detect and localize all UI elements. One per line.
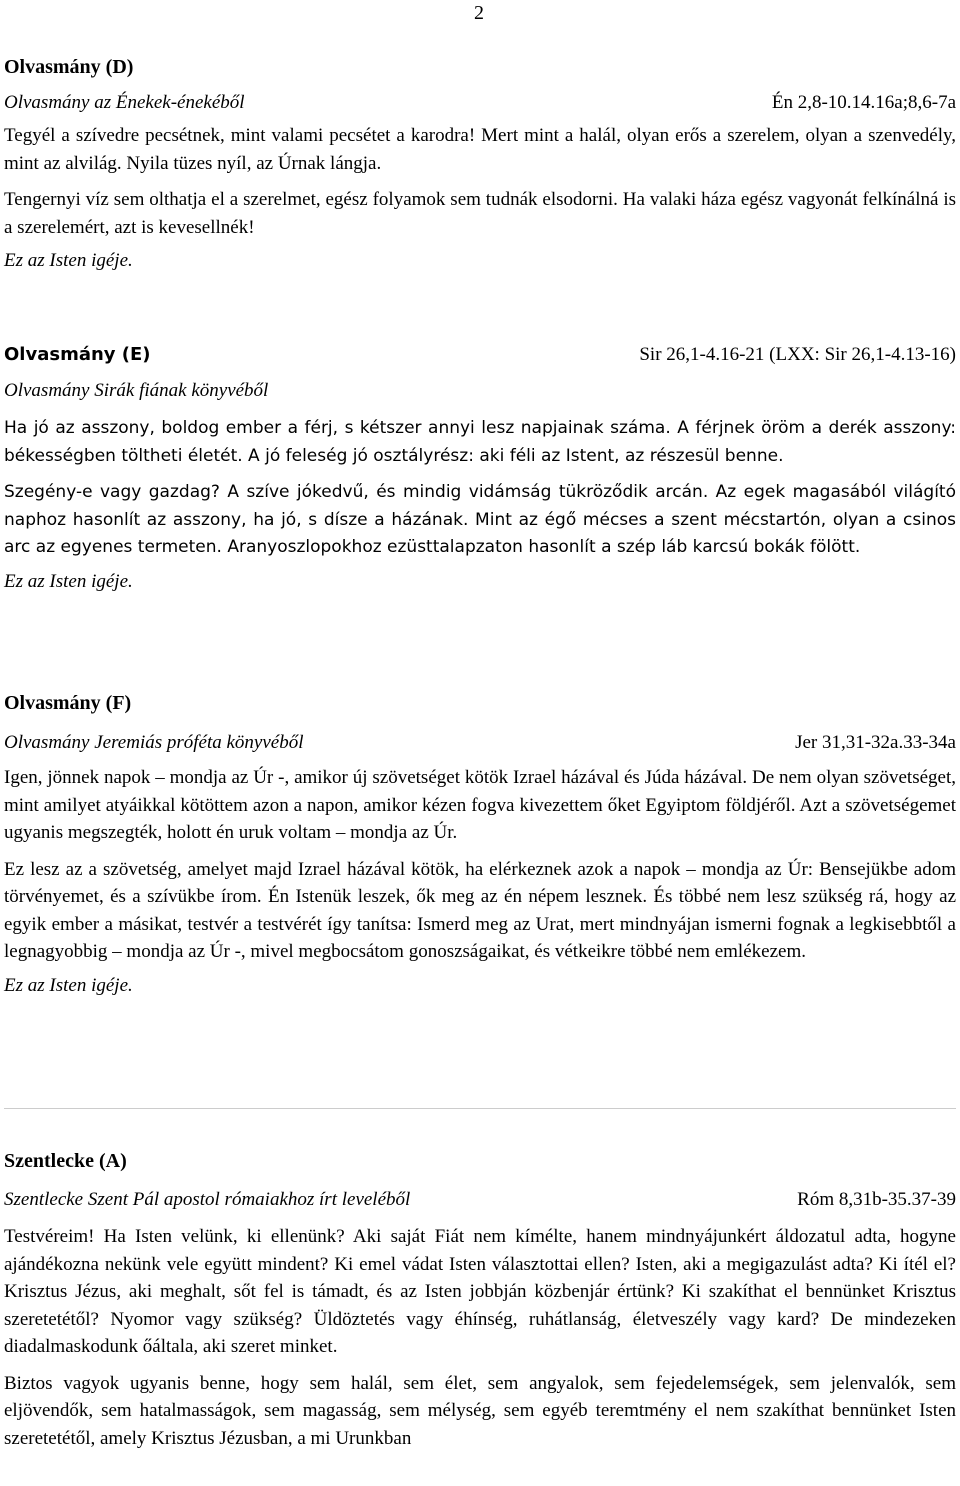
paragraph: Tegyél a szívedre pecsétnek, mint valami pecsétet a karodra! Mert mint a halál, olyan erős a szerelem, olyan a szenvedély, mint az alvilág. Nyila tüzes nyíl, az Úrnak lángja.: [4, 125, 956, 174]
scripture-reference: Sir 26,1-4.16-21 (LXX: Sir 26,1-4.13-16): [639, 344, 956, 365]
scripture-reference: Róm 8,31b-35.37-39: [797, 1189, 956, 1210]
section-subtitle: Szentlecke Szent Pál apostol rómaiakhoz írt leveléből: [4, 1189, 411, 1210]
subtitle-row: [4, 1187, 956, 1213]
closing-formula: Ez az Isten igéje.: [4, 570, 133, 592]
page-number: 2: [474, 2, 484, 24]
subtitle-row: [4, 90, 956, 116]
paragraph: Testvéreim! Ha Isten velünk, ki ellenünk? Aki saját Fiát nem kímélte, hanem mindnyájunkért áldozatul adta, hogyne ajándékozna nekünk vele együtt mindent? Ki emel vádat Isten választottai ellen? Isten, aki a megigazulást adta? Ki ítél el? Krisztus Jézus, aki meghalt, sőt fel is támadt, és az Isten jobbján közbenjár értünk? Ki szakíthat el bennünket Krisztus szeretetétől? Nyomor vagy szükség? Üldöztetés vagy éhínség, ruhátlanság, életveszély vagy kard? De mindezeken diadalmaskodunk őáltala, aki szeret minket.: [4, 1226, 956, 1357]
paragraph: Szegény-e vagy gazdag? A szíve jókedvű, és mindig vidámság tükröződik arcán. Az egek magasából világító naphoz hasonlít az asszony, ha jó, s dísze a házának. Mint az égő mécses a szent mécstartón, olyan a csinos arc az egyenes termeten. Aranyoszlopokhoz ezüsttalapzaton hasonlít a szép láb karcsú bokák fölött.: [4, 482, 956, 557]
paragraph: Ha jó az asszony, boldog ember a férj, s kétszer annyi lesz napjainak száma. A férjnek öröm a derék asszony: békességben töltheti életét. A jó feleség jó osztályrész: aki féli az Istent, az részesül benne.: [4, 418, 956, 466]
scripture-reference: Én 2,8-10.14.16a;8,6-7a: [771, 92, 956, 113]
paragraph: Ez lesz az a szövetség, amelyet majd Izrael házával kötök, ha elérkeznek azok a napok – mondja az Úr: Bensejükbe adom törvényemet, és a szívükbe írom. Én Istenük leszek, ők meg az én népem lesznek. És többé nem lesz szükség rá, hogy az egyik ember a másikat, testvér a testvérét így tanítsa: Ismerd meg az Urat, mert mindnyájan ismerni fognak a legkisebbtől a legnagyobbig – mondja az Úr -, mivel megbocsátom gonoszságaikat, és vétkeikre többé nem emlékezem.: [4, 858, 956, 962]
paragraph: Igen, jönnek napok – mondja az Úr -, amikor új szövetséget kötök Izrael házával és Júda házával. De nem olyan szövetséget, mint amilyet atyáikkal kötöttem azon a napon, amikor kézen fogva kivezettem őket Egyiptom földjéről. Azt a szövetségemet ugyanis megszegték, holott én uruk voltam – mondja az Úr.: [4, 767, 956, 843]
section-subtitle: Olvasmány Jeremiás próféta könyvéből: [4, 732, 304, 753]
subtitle-row: [4, 378, 956, 404]
closing-formula: Ez az Isten igéje.: [4, 974, 133, 996]
epistle-a: [4, 1148, 956, 1452]
section-subtitle: Olvasmány az Énekek-énekéből: [4, 92, 245, 113]
closing-formula: Ez az Isten igéje.: [4, 250, 133, 271]
reading-f: [4, 690, 956, 999]
paragraph: Biztos vagyok ugyanis benne, hogy sem halál, sem élet, sem angyalok, sem fejedelemségek, sem jelenvalók, sem eljövendők, sem hatalmasságok, sem magasság, sem mélység, sem egyéb teremtmény el nem szakíthat bennünket Isten szeretetétől, amely Krisztus Jézusban, a mi Urunkban: [4, 1372, 956, 1449]
paragraph: Tengernyi víz sem olthatja el a szerelmet, egész folyamok sem tudnák elsodorni. Ha valaki háza egész vagyonát felkínálná is a szerelemért, azt is kevesellnék!: [4, 189, 956, 238]
section-heading: Olvasmány (F): [4, 692, 132, 714]
scripture-reference: Jer 31,31-32a.33-34a: [795, 732, 956, 753]
section-heading: Olvasmány (E): [4, 344, 151, 365]
section-subtitle: Olvasmány Sirák fiának könyvéből: [4, 380, 269, 401]
heading-row: [4, 342, 956, 368]
section-heading: Szentlecke (A): [4, 1150, 127, 1172]
section-heading: Olvasmány (D): [4, 56, 134, 78]
section-divider: [4, 1108, 956, 1109]
reading-e: [4, 342, 956, 595]
reading-d: [4, 54, 956, 274]
subtitle-row: [4, 730, 956, 756]
